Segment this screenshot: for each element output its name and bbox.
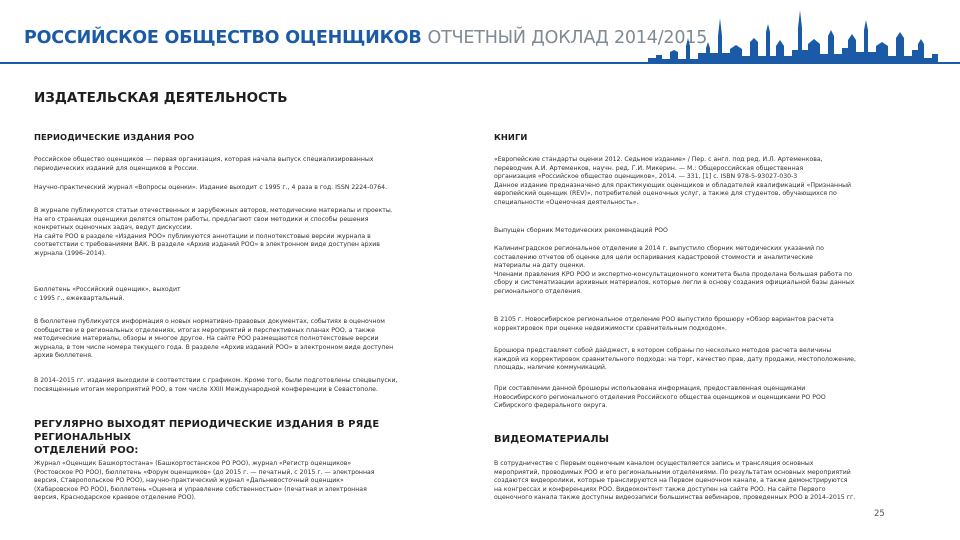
kaliningrad-collection: Калининградское региональное отделение в 2014 г. выпустило сборник методических указаний по составлению отчетов об оценке для цели оспаривания кадастровой стоимости и аналитические материалы на дату оценки. Членами правления КРО РОО и экспертно-консультационного комитета была проделана большая работа по сбору и систематизации архивных материалов, которые легли в основу создания официальной базы данных регионального отделения.: [494, 245, 855, 295]
special-issues: В 2014–2015 гг. издания выходили в соответствии с графиком. Кроме того, были подготовлены спецвыпуски, посвященные итогам мероприятий РОО, в том числе XXIII Международной конференции в Севастополе.: [34, 377, 398, 393]
journal-description: В журнале публикуются статьи отечественных и зарубежных авторов, методические материалы и проекты. На его страницах оценщики делятся опытом работы, предлагают свои методики и способы решения конкретных оценочных задач, ведут дискуссии. На сайте РОО в разделе «Издания РОО» публикуются аннотации и полнотекстовые версии журнала в соответствии с требованиями ВАК. В разделе «Архив изданий РОО» в электронном виде доступен архив журнала (1996–2014).: [34, 207, 393, 257]
brochure-sources: При составлении данной брошюры использована информация, предоставленная оценщиками Новосибирского регионального отделения Российского общества оценщиков и оценщиками РО РОО Сибирского федерального округа.: [494, 385, 826, 410]
video-materials-description: В сотрудничестве с Первым оценочным каналом осуществляется запись и трансляция основных мероприятий, проводимых РОО и его региональными отделениями. По результатам основных мероприятий создаются видеоролики, которые транслируются на Первом оценочном канале, а также демонстрируются на конгрессах и конференциях РОО. Видеоконтент также доступен на сайте РОО. На сайте Первого оценочного канала также доступны видеозаписи большинства вебинаров, проведенных РОО в 2014–2015 гг.: [494, 460, 856, 502]
brochure-description: Брошюра представляет собой дайджест, в котором собраны по несколько методов расчета величины каждой из корректировок сравнительного подхода: на торг, качество прав, дату продажи, местоположение, площадь, наличие коммуникаций.: [494, 347, 856, 372]
novosibirsk-brochure: В 2105 г. Новосибирское региональное отделение РОО выпустило брошюру «Обзор вариантов расчета корректировок при оценке недвижимости сравнительным подходом».: [494, 316, 834, 332]
header-divider: [0, 62, 960, 64]
methodical-recommendations: Выпущен сборник Методических рекомендаций РОО: [494, 227, 668, 234]
bulletin-info: Бюллетень «Российский оценщик», выходит с 1995 г., ежеквартальный.: [34, 286, 181, 302]
regional-periodicals-heading: РЕГУЛЯРНО ВЫХОДЯТ ПЕРИОДИЧЕСКИЕ ИЗДАНИЯ В РЯДЕ РЕГИОНАЛЬНЫХ ОТДЕЛЕНИЙ РОО:: [34, 419, 380, 456]
journal-info: Научно-практический журнал «Вопросы оценки». Издание выходит с 1995 г., 4 раза в год. ISSN 2224-0764.: [34, 184, 388, 191]
periodicals-intro: Российское общество оценщиков — первая организация, которая начала выпуск специализированных периодических изданий для оценщиков в России.: [34, 156, 374, 172]
organization-name: РОССИЙСКОЕ ОБЩЕСТВО ОЦЕНЩИКОВ: [24, 28, 422, 48]
page-title: ИЗДАТЕЛЬСКАЯ ДЕЯТЕЛЬНОСТЬ: [34, 90, 288, 106]
page-number: 25: [874, 509, 885, 519]
city-skyline-icon: [648, 6, 938, 64]
european-standards-book: «Европейские стандарты оценки 2012. Седьмое издание» / Пер. с англ. под ред. И.Л. Артеменкова, переводчик А.И. Артеменков, научн. ред. Г.И. Микерин. — М.: Общероссийская общественная организация «Российское общество оценщиков», 2014. — 331, [1] с. ISBN 978-5-93027-030-3 Данное издание предназначено для практикующих оценщиков и обладателей квалификаций «Признанный европейский оценщик (REV)», потребителей оценочных услуг, а также для студентов, обучающихся по специальности «Оценочная деятельность».: [494, 156, 852, 206]
video-materials-heading: ВИДЕОМАТЕРИАЛЫ: [494, 434, 610, 445]
regional-periodicals-list: Журнал «Оценщик Башкортостана» (Башкортостанское РО РОО), журнал «Регистр оценщиков» (Ростовское РО РОО), бюллетень «Форум оценщиков» (до 2015 г. — печатный, с 2015 г. — электронная версия, Ставропольское РО РОО), научно-практический журнал «Дальневосточный оценщик» (Хабаровское РО РОО), бюллетень «Оценка и управление собственностью» (печатная и электронная версия, Краснодарское краевое отделение РОО).: [34, 460, 375, 502]
periodicals-heading: ПЕРИОДИЧЕСКИЕ ИЗДАНИЯ РОО: [34, 132, 195, 142]
report-name: ОТЧЕТНЫЙ ДОКЛАД 2014/2015: [427, 28, 708, 48]
books-heading: КНИГИ: [494, 132, 528, 142]
bulletin-description: В бюллетене публикуется информация о новых нормативно-правовых документах, событиях в оценочном сообществе и в региональных отделениях, итогах мероприятий и перспективных планах РОО, а также методические материалы, обзоры и многое другое. На сайте РОО размещаются полнотекстовые версии журнала, в том числе номера текущего года. В разделе «Архив изданий РОО» в электронном виде доступен архив бюллетеня.: [34, 318, 394, 360]
report-title: [24, 28, 707, 48]
